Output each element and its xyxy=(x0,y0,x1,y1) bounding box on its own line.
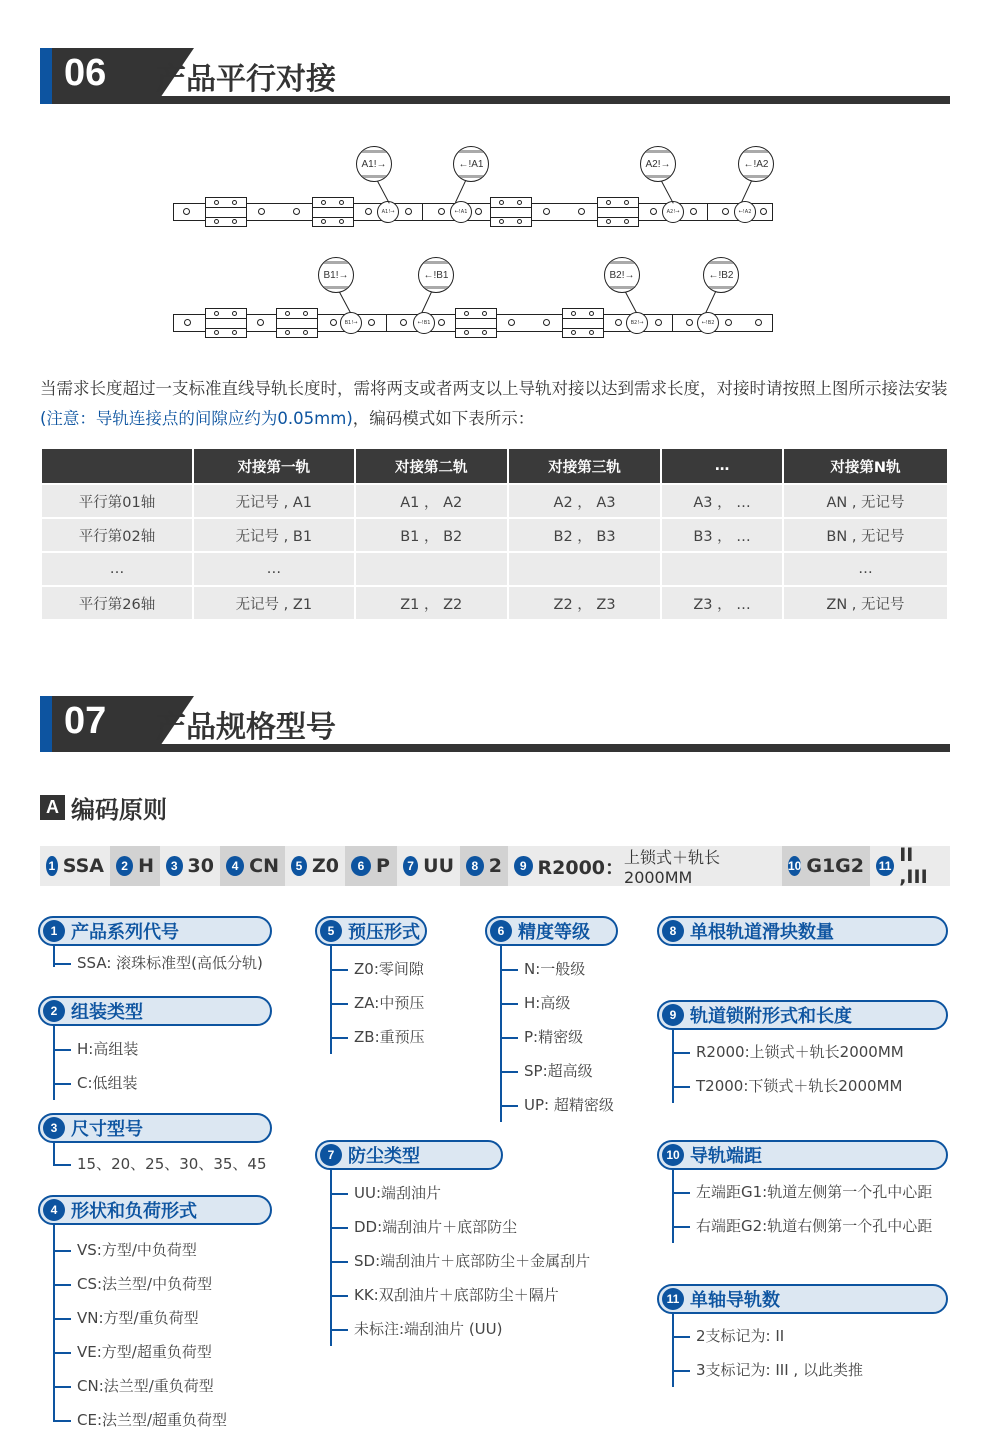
callout-leader xyxy=(741,181,752,203)
section-06-header xyxy=(40,48,950,104)
list-item: ZB:重预压 xyxy=(330,1020,427,1054)
number-badge: 6 xyxy=(351,856,371,876)
rail-hole xyxy=(650,208,657,215)
callout-leader xyxy=(661,181,674,204)
rail-hole xyxy=(615,319,622,326)
group-product-series xyxy=(38,916,272,984)
callout-bubble: ←!A2 xyxy=(738,146,774,182)
callout-leader xyxy=(377,181,390,204)
accent-bar xyxy=(40,48,52,104)
table-cell: … xyxy=(42,553,192,585)
list-item: T2000:下锁式＋轨长2000MM xyxy=(672,1069,948,1103)
group-pill xyxy=(657,1000,948,1030)
number-badge: 2 xyxy=(43,1000,65,1022)
slider-block xyxy=(597,197,639,227)
table-cell: 平行第26轴 xyxy=(42,587,192,619)
rail-hole xyxy=(257,319,264,326)
table-cell: 无记号 , A1 xyxy=(194,485,354,517)
rail-hole xyxy=(293,208,300,215)
list-item: KK:双刮油片＋底部防尘＋隔片 xyxy=(330,1278,503,1312)
list-item: 右端距G2:轨道右侧第一个孔中心距 xyxy=(672,1209,948,1243)
table-cell: BN , 无记号 xyxy=(784,519,947,551)
table-cell: A3 ， … xyxy=(662,485,782,517)
code-segment xyxy=(345,846,397,886)
rail-hole xyxy=(760,208,767,215)
group-title: 形状和负荷形式 xyxy=(71,1201,197,1222)
list-item: VS:方型/中负荷型 xyxy=(53,1233,272,1267)
table-header: 对接第三轨 xyxy=(509,449,660,483)
rail-hole xyxy=(543,208,550,215)
callout-leader xyxy=(455,181,466,203)
list-item: SD:端刮油片＋底部防尘＋金属刮片 xyxy=(330,1244,503,1278)
table-header: 对接第一轨 xyxy=(194,449,354,483)
group-title: 导轨端距 xyxy=(690,1146,762,1167)
group-rail-mounting xyxy=(657,1000,948,1103)
code-value: UU xyxy=(423,855,454,877)
number-badge: 4 xyxy=(43,1199,65,1221)
callout-bubble: ←!B1 xyxy=(418,257,454,293)
number-badge: 1 xyxy=(43,920,65,942)
code-value: SSA xyxy=(62,855,104,877)
code-value: P xyxy=(376,855,390,877)
list-item: VE:方型/超重负荷型 xyxy=(53,1335,272,1369)
group-items xyxy=(330,952,427,1054)
callout-bubble: A1!→ xyxy=(356,146,392,182)
code-segment xyxy=(508,846,782,886)
table-cell: Z2 ， Z3 xyxy=(509,587,660,619)
joint-marker: B1!→ xyxy=(340,312,362,334)
group-preload xyxy=(315,916,427,1054)
section-07-header xyxy=(40,696,950,752)
group-title: 轨道锁附形式和长度 xyxy=(690,1006,852,1027)
group-items xyxy=(53,1233,272,1437)
code-value: 2 xyxy=(488,855,502,877)
callout-bubble: ←!B2 xyxy=(703,257,739,293)
table-cell: … xyxy=(784,553,947,585)
code-value: II ,III xyxy=(899,844,928,888)
rail-hole xyxy=(400,319,407,326)
number-badge: 7 xyxy=(403,856,418,876)
group-precision-grade xyxy=(485,916,618,1122)
group-pill xyxy=(38,1195,272,1225)
number-badge: 9 xyxy=(662,1004,684,1026)
callout-bubble: ←!A1 xyxy=(453,146,489,182)
table-cell xyxy=(662,553,782,585)
table-cell: 无记号 , Z1 xyxy=(194,587,354,619)
table-cell: … xyxy=(194,553,354,585)
rail-hole xyxy=(475,208,482,215)
slider-block xyxy=(490,197,532,227)
joint-marker: A2!→ xyxy=(662,201,684,223)
number-badge: 10 xyxy=(788,856,801,876)
rail-hole xyxy=(543,319,550,326)
rail-hole xyxy=(722,208,729,215)
slider-block xyxy=(562,308,604,338)
rail-seam xyxy=(672,314,673,332)
group-shape-load xyxy=(38,1195,272,1437)
joint-marker: B2!→ xyxy=(626,312,648,334)
code-segment xyxy=(285,846,345,886)
table-cell xyxy=(356,553,507,585)
callout-bubble: B1!→ xyxy=(318,257,354,293)
joint-marker: ←!B1 xyxy=(413,312,435,334)
list-item: ZA:中预压 xyxy=(330,986,427,1020)
group-title: 单根轨道滑块数量 xyxy=(690,922,834,943)
rail-hole xyxy=(258,208,265,215)
table-row xyxy=(42,587,947,619)
slider-block xyxy=(205,197,247,227)
description-text-end: ，编码模式如下表所示： xyxy=(352,409,535,428)
code-description: 上锁式＋轨长2000MM xyxy=(624,848,721,887)
group-title: 尺寸型号 xyxy=(71,1119,143,1140)
group-pill xyxy=(657,1140,948,1170)
description-paragraph xyxy=(40,374,955,434)
code-segment xyxy=(397,846,460,886)
callout-leader xyxy=(625,292,637,313)
slider-block xyxy=(276,308,318,338)
joint-coding-table xyxy=(40,447,949,621)
list-item: 未标注:端刮油片 (UU) xyxy=(330,1312,503,1346)
table-header: 对接第N轨 xyxy=(784,449,947,483)
list-item: DD:端刮油片＋底部防尘 xyxy=(330,1210,503,1244)
table-header: … xyxy=(662,449,782,483)
list-item: C:低组装 xyxy=(53,1066,272,1100)
table-cell: 平行第02轴 xyxy=(42,519,192,551)
slider-block xyxy=(205,308,247,338)
group-title: 组装类型 xyxy=(71,1002,143,1023)
group-assembly-type xyxy=(38,996,272,1100)
group-pill xyxy=(315,916,427,946)
rail-hole xyxy=(438,319,445,326)
table-cell: A1 ， A2 xyxy=(356,485,507,517)
group-items xyxy=(53,1147,272,1181)
section-title: 产品平行对接 xyxy=(156,62,336,97)
code-segment xyxy=(782,846,870,886)
code-value: R2000： xyxy=(537,856,625,879)
joint-marker: ←!A2 xyxy=(734,201,756,223)
rail-hole xyxy=(655,319,662,326)
list-item: VN:方型/重负荷型 xyxy=(53,1301,272,1335)
group-pill xyxy=(38,1113,272,1143)
callout-bubble: A2!→ xyxy=(640,146,676,182)
list-item: SP:超高级 xyxy=(500,1054,618,1088)
code-segment xyxy=(160,846,220,886)
callout-bubble: B2!→ xyxy=(604,257,640,293)
code-segment xyxy=(870,846,950,886)
subsection-badge: A xyxy=(40,795,65,820)
gap-note: (注意：导轨连接点的间隙应约为0.05mm) xyxy=(40,409,353,428)
number-badge: 11 xyxy=(662,1288,684,1310)
table-cell: A2 ， A3 xyxy=(509,485,660,517)
rail-hole xyxy=(183,208,190,215)
group-rail-end-distance xyxy=(657,1140,948,1243)
callout-leader xyxy=(421,292,432,313)
code-example-strip xyxy=(40,846,950,886)
table-cell: Z1 ， Z2 xyxy=(356,587,507,619)
code-segment xyxy=(220,846,285,886)
list-item: CE:法兰型/超重负荷型 xyxy=(53,1403,272,1437)
slider-block xyxy=(312,197,354,227)
table-header-row xyxy=(42,449,947,483)
list-item: CS:法兰型/中负荷型 xyxy=(53,1267,272,1301)
group-rails-per-axis xyxy=(657,1284,948,1387)
list-item: UP: 超精密级 xyxy=(500,1088,618,1122)
section-number: 06 xyxy=(64,52,107,94)
group-pill xyxy=(38,916,272,946)
table-row xyxy=(42,519,947,551)
group-size-model xyxy=(38,1113,272,1181)
number-badge: 5 xyxy=(320,920,342,942)
number-badge: 8 xyxy=(466,856,484,876)
group-pill xyxy=(38,996,272,1026)
number-badge: 3 xyxy=(166,856,183,876)
table-cell xyxy=(509,553,660,585)
group-items xyxy=(330,1176,591,1346)
rail-hole xyxy=(405,208,412,215)
group-pill xyxy=(657,916,948,946)
group-slider-count xyxy=(657,916,948,946)
list-item: P:精密级 xyxy=(500,1020,618,1054)
group-items xyxy=(53,946,272,984)
rail-hole xyxy=(508,319,515,326)
number-badge: 11 xyxy=(876,856,894,876)
list-item: Z0:零间隙 xyxy=(330,952,427,986)
group-items xyxy=(53,1032,272,1100)
code-segment xyxy=(110,846,160,886)
table-row xyxy=(42,553,947,585)
group-pill xyxy=(657,1284,948,1314)
table-cell: B3 ， … xyxy=(662,519,782,551)
group-title: 单轴导轨数 xyxy=(690,1290,780,1311)
table-cell: B1 ， B2 xyxy=(356,519,507,551)
rail-seam xyxy=(707,203,708,221)
rail-hole xyxy=(690,208,697,215)
callout-leader xyxy=(339,292,351,313)
list-item: 15、20、25、30、35、45 xyxy=(53,1147,272,1181)
rail-hole xyxy=(725,319,732,326)
rail-hole xyxy=(368,319,375,326)
rail-seam xyxy=(422,203,423,221)
slider-block xyxy=(455,308,497,338)
group-title: 产品系列代号 xyxy=(71,922,179,943)
accent-bar xyxy=(40,696,52,752)
rail-hole xyxy=(184,319,191,326)
table-cell: 无记号 , B1 xyxy=(194,519,354,551)
joint-marker: A1!→ xyxy=(377,201,399,223)
list-item: N:一般级 xyxy=(500,952,618,986)
list-item: R2000:上锁式＋轨长2000MM xyxy=(672,1035,948,1069)
number-badge: 5 xyxy=(291,856,307,876)
joint-marker: ←!B2 xyxy=(697,312,719,334)
rail-hole xyxy=(330,319,337,326)
joint-marker: ←!A1 xyxy=(450,201,472,223)
table-cell: Z3 ， … xyxy=(662,587,782,619)
section-title: 产品规格型号 xyxy=(156,710,336,745)
group-title: 精度等级 xyxy=(518,922,590,943)
group-items xyxy=(672,1175,948,1243)
table-row xyxy=(42,485,947,517)
list-item: SSA: 滚珠标准型(高低分轨) xyxy=(53,946,272,980)
rail-hole xyxy=(686,319,693,326)
table-cell: B2 ， B3 xyxy=(509,519,660,551)
table-header: 对接第二轨 xyxy=(356,449,507,483)
list-item: H:高组装 xyxy=(53,1032,272,1066)
number-badge: 7 xyxy=(320,1144,342,1166)
number-badge: 6 xyxy=(490,920,512,942)
code-value: H xyxy=(138,855,154,877)
list-item: 2支标记为: II xyxy=(672,1319,948,1353)
code-segment xyxy=(40,846,110,886)
group-pill xyxy=(315,1140,503,1170)
number-badge: 9 xyxy=(514,856,533,876)
section-number: 07 xyxy=(64,700,107,742)
subsection-title: 编码原则 xyxy=(71,796,167,824)
list-item: UU:端刮油片 xyxy=(330,1176,503,1210)
list-item: 左端距G1:轨道左侧第一个孔中心距 xyxy=(672,1175,948,1209)
rail-hole xyxy=(755,319,762,326)
description-text: 当需求长度超过一支标准直线导轨长度时，需将两支或者两支以上导轨对接以达到需求长度，对接时请按照上图所示接法安装 xyxy=(40,379,948,398)
number-badge: 1 xyxy=(46,856,58,876)
rail-hole xyxy=(438,208,445,215)
group-pill xyxy=(485,916,618,946)
code-value: Z0 xyxy=(312,855,339,877)
number-badge: 8 xyxy=(662,920,684,942)
number-badge: 2 xyxy=(116,856,133,876)
group-dust-proof xyxy=(315,1140,591,1346)
table-header xyxy=(42,449,192,483)
group-items xyxy=(672,1035,948,1103)
code-value: G1G2 xyxy=(806,855,864,877)
code-segment xyxy=(460,846,508,886)
list-item: CN:法兰型/重负荷型 xyxy=(53,1369,272,1403)
number-badge: 4 xyxy=(226,856,244,876)
rail-seam xyxy=(386,314,387,332)
number-badge: 10 xyxy=(662,1144,684,1166)
group-title: 防尘类型 xyxy=(348,1146,420,1167)
list-item: H:高级 xyxy=(500,986,618,1020)
subsection-heading xyxy=(40,790,167,825)
code-value: CN xyxy=(249,855,279,877)
table-cell: ZN , 无记号 xyxy=(784,587,947,619)
callout-leader xyxy=(705,292,716,313)
group-items xyxy=(672,1319,948,1387)
group-items xyxy=(500,952,618,1122)
list-item: 3支标记为: III , 以此类推 xyxy=(672,1353,948,1387)
table-cell: AN , 无记号 xyxy=(784,485,947,517)
rail-hole xyxy=(365,208,372,215)
table-cell: 平行第01轴 xyxy=(42,485,192,517)
group-title: 预压形式 xyxy=(348,922,420,943)
rail-hole xyxy=(578,208,585,215)
code-value: 30 xyxy=(187,855,214,877)
number-badge: 3 xyxy=(43,1117,65,1139)
